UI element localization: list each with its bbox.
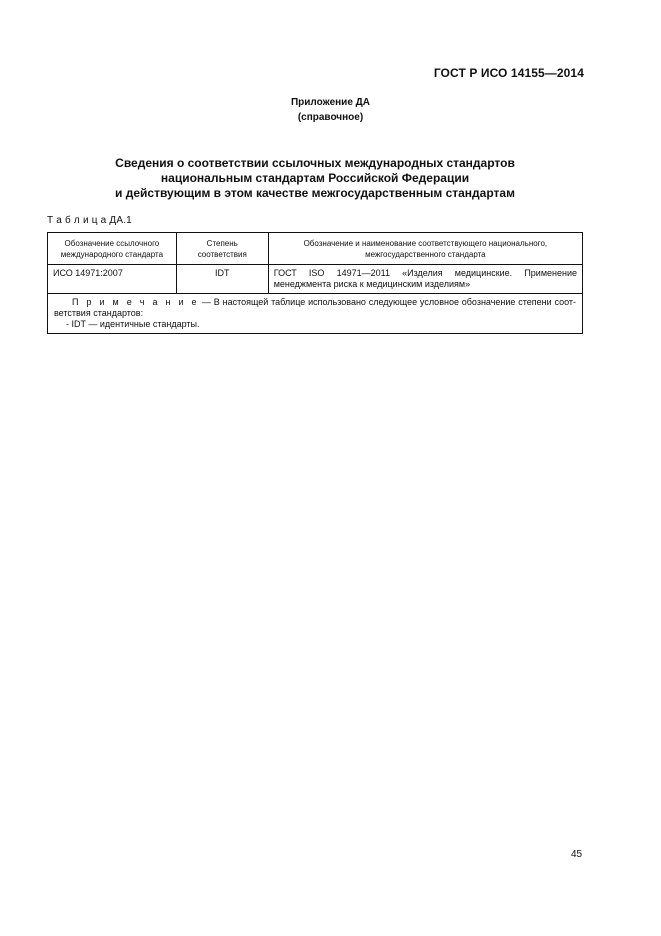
page-number: 45 <box>571 849 583 860</box>
table-note-row <box>48 294 583 334</box>
note-line-2: ветствия стандартов: <box>54 308 144 318</box>
header-cell-national-standard <box>268 233 582 265</box>
table-header-row <box>48 233 583 265</box>
header-cell-degree <box>176 233 268 265</box>
document-code: ГОСТ Р ИСО 14155—2014 <box>433 66 584 80</box>
header-text: Степень <box>206 238 238 248</box>
section-title-line-1: Сведения о соответствии ссылочных международных стандартов <box>115 156 515 170</box>
header-text: Обозначение и наименование соответствующего национального, <box>303 238 548 248</box>
header-cell-reference-standard <box>48 233 177 265</box>
header-text: международного стандарта <box>60 249 164 259</box>
cell-reference-standard: ИСО 14971:2007 <box>48 265 177 294</box>
note-text: — В настоящей таблице использовано следующее условное обозначение степени соот- <box>201 297 577 307</box>
appendix-subtitle: (справочное) <box>297 112 364 123</box>
note-label: П р и м е ч а н и е <box>72 297 200 307</box>
cell-text: менеджмента риска к медицинским изделиям» <box>273 279 471 289</box>
header-text: межгосударственного стандарта <box>365 249 486 259</box>
cell-national-standard <box>268 265 582 294</box>
table-caption: Т а б л и ц а ДА.1 <box>47 215 132 226</box>
header-text: соответствия <box>197 249 247 259</box>
note-item: - IDT — идентичные стандарты. <box>66 319 200 329</box>
table-row <box>48 265 583 294</box>
cell-degree: IDT <box>176 265 268 294</box>
header-text: Обозначение ссылочного <box>64 238 160 248</box>
section-title-line-2: национальным стандартам Российской Федерации <box>160 171 470 185</box>
table-note <box>48 294 583 334</box>
section-title <box>0 156 630 201</box>
correspondence-table <box>47 232 583 334</box>
section-title-line-3: и действующим в этом качестве межгосударственным стандартам <box>115 186 515 200</box>
note-line-1 <box>54 297 576 308</box>
appendix-heading <box>0 95 661 125</box>
appendix-title: Приложение ДА <box>290 97 371 108</box>
cell-text: ГОСТ ISO 14971—2011 «Изделия медицинские. Применение <box>273 268 577 278</box>
